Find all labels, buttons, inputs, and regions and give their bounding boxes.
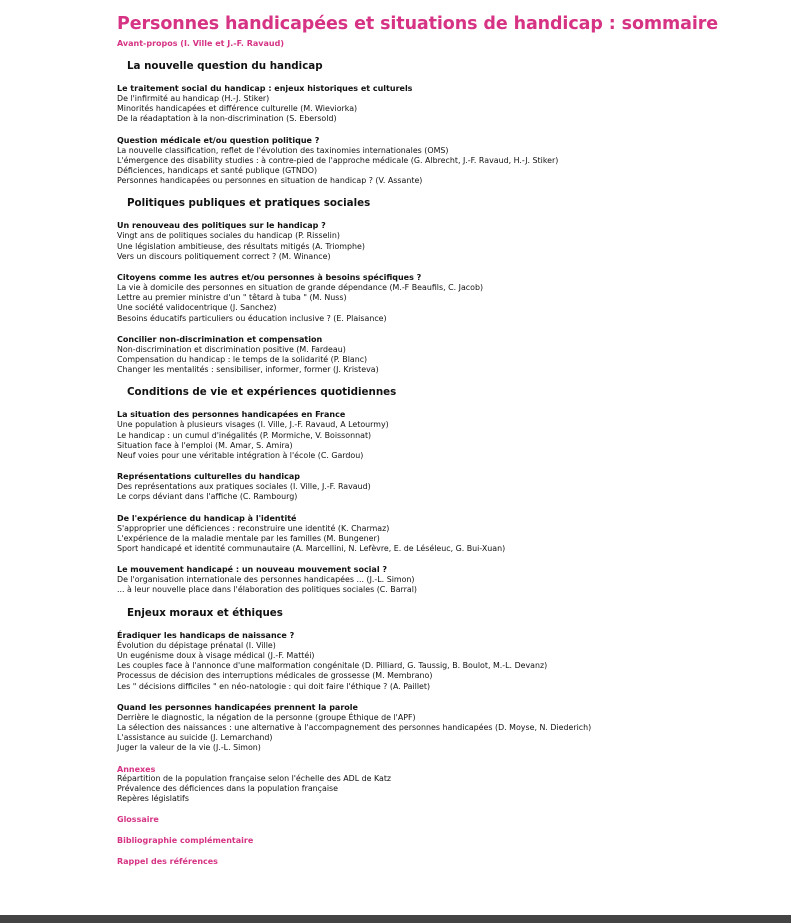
toc-section [117,410,757,461]
toc-section [117,514,757,555]
toc-entry: Des représentations aux pratiques sociales (I. Ville, J.-F. Ravaud) [117,482,371,492]
toc-entry: Non-discrimination et discrimination positive (M. Fardeau) [117,344,346,354]
toc-entry: Changer les mentalités : sensibiliser, informer, former (J. Kristeva) [117,365,379,375]
section-title: Concilier non-discrimination et compensation [117,334,323,344]
section-title: La situation des personnes handicapées en France [117,410,346,420]
toc-entry: Évolution du dépistage prénatal (I. Ville) [117,640,276,650]
part-heading: Enjeux moraux et éthiques [127,606,283,619]
annexes-entries [117,774,757,805]
toc-entry: De l'organisation internationale des personnes handicapées ... (J.-L. Simon) [117,575,415,585]
extras-container [117,815,757,866]
part-heading: Politiques publiques et pratiques sociales [127,197,371,210]
annex-entry: Repères législatifs [117,793,189,803]
annex-entry: Prévalence des déficiences dans la population française [117,783,338,793]
annexes-block [117,765,757,805]
section-title: De l'expérience du handicap à l'identité [117,513,297,523]
toc-section [117,565,757,595]
toc-entry: Une législation ambitieuse, des résultats mitigés (A. Triomphe) [117,241,365,251]
toc-section [117,703,757,754]
toc-section [117,84,757,125]
section-title: Question médicale et/ou question politique ? [117,135,320,145]
toc-entry: Neuf voies pour une véritable intégration à l'école (C. Gardou) [117,451,364,461]
toc-entry: La nouvelle classification, reflet de l'évolution des taxinomies internationales (OMS) [117,145,449,155]
annex-entry: Répartition de la population française selon l'échelle des ADL de Katz [117,773,392,783]
section-title: Quand les personnes handicapées prennent la parole [117,702,358,712]
toc-entry: Vingt ans de politiques sociales du handicap (P. Risselin) [117,231,340,241]
toc-entry: Juger la valeur de la vie (J.-L. Simon) [117,743,261,753]
toc-entry: De la réadaptation à la non-discrimination (S. Ebersold) [117,114,337,124]
toc-entry: Personnes handicapées ou personnes en situation de handicap ? (V. Assante) [117,176,423,186]
toc-entry: Une société validocentrique (J. Sanchez) [117,303,277,313]
section-title: Citoyens comme les autres et/ou personnes à besoins spécifiques ? [117,273,422,283]
toc-section [117,472,757,502]
extra-link[interactable]: Glossaire [117,815,159,825]
toc-entry: S'approprier une déficiences : reconstruire une identité (K. Charmaz) [117,523,390,533]
toc-entry: Une population à plusieurs visages (I. Ville, J.-F. Ravaud, A Letourmy) [117,420,389,430]
section-title: Un renouveau des politiques sur le handicap ? [117,221,326,231]
toc-entry: De l'infirmité au handicap (H.-J. Stiker) [117,94,270,103]
annexes-title[interactable]: Annexes [117,764,156,774]
toc-entry: Vers un discours politiquement correct ? (M. Winance) [117,251,331,261]
toc-section [117,273,757,324]
toc-entry: L'assistance au suicide (J. Lemarchand) [117,733,273,743]
toc-entry: L'expérience de la maladie mentale par les familles (M. Bungener) [117,533,380,543]
toc-section [117,221,757,262]
toc-entry: Lettre au premier ministre d'un " têtard à tuba " (M. Nuss) [117,293,347,303]
toc-entry: Sport handicapé et identité communautaire (A. Marcellini, N. Lefèvre, E. de Léséleuc, G. Bui-Xuan) [117,544,506,554]
section-title: Représentations culturelles du handicap [117,472,300,482]
toc-entry: Les " décisions difficiles " en néo-natologie : qui doit faire l'éthique ? (A. Paillet) [117,681,431,691]
extra-link[interactable]: Rappel des références [117,857,218,867]
parts-container [117,60,757,754]
toc-entry: Le handicap : un cumul d'inégalités (P. Mormiche, V. Boissonnat) [117,430,372,440]
toc-entry: La vie à domicile des personnes en situation de grande dépendance (M.-F Beaufils, C. Jacob) [117,283,484,293]
preface-link[interactable]: Avant-propos (I. Ville et J.-F. Ravaud) [117,39,284,48]
section-title: Éradiquer les handicaps de naissance ? [117,630,295,640]
toc-entry: Processus de décision des interruptions médicales de grossesse (M. Membrano) [117,671,433,681]
bottom-rule [0,915,791,923]
toc-entry: Derrière le diagnostic, la négation de la personne (groupe Éthique de l'APF) [117,712,416,722]
part-heading: La nouvelle question du handicap [127,60,323,72]
toc-entry: Situation face à l'emploi (M. Amar, S. Amira) [117,440,293,450]
toc-section [117,335,757,376]
section-title: Le mouvement handicapé : un nouveau mouvement social ? [117,565,387,575]
toc-entry: L'émergence des disability studies : à contre-pied de l'approche médicale (G. Albrecht, J.-F. Ravaud, H.-J. Stiker) [117,155,559,165]
toc-section [117,631,757,692]
toc-entry: Un eugénisme doux à visage médical (J.-F. Mattéi) [117,650,315,660]
extra-link[interactable]: Bibliographie complémentaire [117,836,254,846]
toc-entry: La sélection des naissances : une alternative à l'accompagnement des personnes handicapées (D. Moyse, N. Diederich) [117,722,592,732]
section-title: Le traitement social du handicap : enjeux historiques et culturels [117,84,413,93]
toc-entry: Compensation du handicap : le temps de la solidarité (P. Blanc) [117,355,368,365]
toc-entry: Le corps déviant dans l'affiche (C. Rambourg) [117,492,298,502]
part-heading: Conditions de vie et expériences quotidiennes [127,386,397,399]
document-page [117,14,757,878]
page-title: Personnes handicapées et situations de handicap : sommaire [117,14,719,34]
toc-section [117,136,757,187]
toc-entry: ... à leur nouvelle place dans l'élaboration des politiques sociales (C. Barral) [117,585,418,595]
toc-entry: Les couples face à l'annonce d'une malformation congénitale (D. Pilliard, G. Taussig, B. Boulot, M.-L. Devanz) [117,661,548,671]
toc-entry: Minorités handicapées et différence culturelle (M. Wieviorka) [117,104,358,114]
toc-entry: Déficiences, handicaps et santé publique (GTNDO) [117,166,318,176]
toc-entry: Besoins éducatifs particuliers ou éducation inclusive ? (E. Plaisance) [117,313,387,323]
